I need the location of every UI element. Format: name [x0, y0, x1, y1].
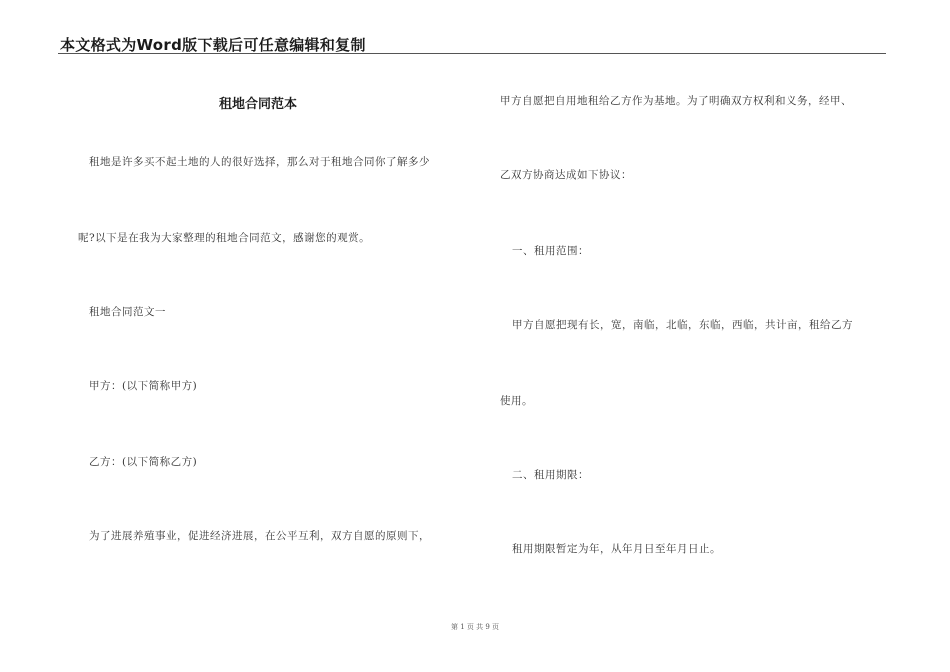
document-header-banner: 本文格式为Word版下载后可任意编辑和复制 — [60, 36, 366, 54]
page-number-footer: 第 1 页 共 9 页 — [450, 623, 500, 631]
section-heading-contract-one: 租地合同范文一 — [89, 306, 166, 318]
section-heading-term: 二、租用期限： — [512, 469, 589, 481]
paragraph-purpose-continued: 甲方自愿把自用地租给乙方作为基地。为了明确双方权利和义务，经甲、 — [500, 95, 852, 107]
paragraph-scope-line-1: 甲方自愿把现有长，宽，南临，北临，东临，西临，共计亩，租给乙方 — [512, 319, 853, 331]
paragraph-intro-line-1: 租地是许多买不起土地的人的很好选择，那么对于租地合同你了解多少 — [89, 156, 430, 168]
section-heading-scope: 一、租用范围： — [512, 245, 589, 257]
paragraph-term-line: 租用期限暂定为年，从年月日至年月日止。 — [512, 543, 721, 555]
paragraph-scope-line-2: 使用。 — [500, 395, 533, 407]
document-title: 租地合同范本 — [219, 97, 298, 112]
paragraph-agreement-line: 乙双方协商达成如下协议： — [500, 169, 632, 181]
paragraph-intro-line-2: 呢?以下是在我为大家整理的租地合同范文，感谢您的观赏。 — [78, 232, 371, 244]
header-rule — [58, 53, 886, 54]
party-a-line: 甲方：(以下简称甲方) — [89, 380, 198, 392]
party-b-line: 乙方：(以下简称乙方) — [89, 456, 198, 468]
paragraph-purpose-line: 为了进展养殖事业，促进经济进展，在公平互利，双方自愿的原则下， — [89, 530, 430, 542]
